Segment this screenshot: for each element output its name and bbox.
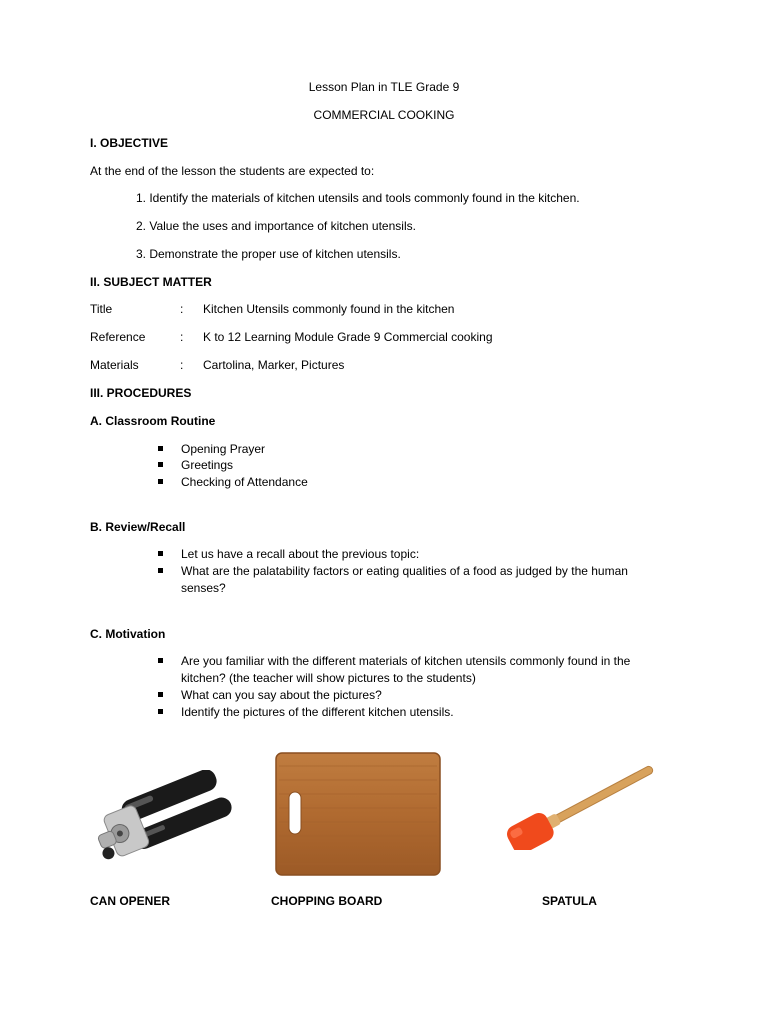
field-colon: : [180, 358, 184, 372]
objective-item: 3. Demonstrate the proper use of kitchen utensils. [136, 247, 401, 261]
list-item-continuation: kitchen? (the teacher will show pictures to the students) [181, 671, 476, 685]
chopping-board-icon [275, 752, 441, 876]
field-value-materials: Cartolina, Marker, Pictures [203, 358, 345, 372]
bullet-icon [158, 446, 163, 451]
page-title: Lesson Plan in TLE Grade 9 [308, 80, 460, 94]
caption-chopping-board: CHOPPING BOARD [271, 894, 383, 908]
list-item: What are the palatability factors or eating qualities of a food as judged by the human [181, 564, 628, 578]
routine-heading: A. Classroom Routine [90, 414, 216, 428]
spatula-icon [500, 765, 665, 850]
objective-item: 1. Identify the materials of kitchen utensils and tools commonly found in the kitchen. [136, 191, 580, 205]
field-label-materials: Materials [90, 358, 139, 372]
procedures-heading: III. PROCEDURES [90, 386, 192, 400]
objective-intro: At the end of the lesson the students are expected to: [90, 164, 375, 178]
bullet-icon [158, 709, 163, 714]
review-heading: B. Review/Recall [90, 520, 186, 534]
bullet-icon [158, 462, 163, 467]
bullet-icon [158, 658, 163, 663]
objective-item: 2. Value the uses and importance of kitchen utensils. [136, 219, 416, 233]
field-colon: : [180, 330, 184, 344]
caption-can-opener: CAN OPENER [90, 894, 171, 908]
motivation-heading: C. Motivation [90, 627, 166, 641]
bullet-icon [158, 692, 163, 697]
list-item: Let us have a recall about the previous topic: [181, 547, 420, 561]
field-value-title: Kitchen Utensils commonly found in the kitchen [203, 302, 455, 316]
page-subtitle: COMMERCIAL COOKING [313, 108, 455, 122]
field-label-title: Title [90, 302, 113, 316]
list-item: Checking of Attendance [181, 475, 308, 489]
can-opener-icon [90, 770, 240, 880]
list-item: Greetings [181, 458, 234, 472]
field-label-reference: Reference [90, 330, 146, 344]
list-item-continuation: senses? [181, 581, 226, 595]
list-item: Identify the pictures of the different kitchen utensils. [181, 705, 454, 719]
list-item: Opening Prayer [181, 442, 266, 456]
bullet-icon [158, 568, 163, 573]
field-value-reference: K to 12 Learning Module Grade 9 Commercial cooking [203, 330, 493, 344]
subject-matter-heading: II. SUBJECT MATTER [90, 275, 212, 289]
field-colon: : [180, 302, 184, 316]
bullet-icon [158, 551, 163, 556]
caption-spatula: SPATULA [542, 894, 597, 908]
list-item: What can you say about the pictures? [181, 688, 382, 702]
bullet-icon [158, 479, 163, 484]
list-item: Are you familiar with the different materials of kitchen utensils commonly found in the [181, 654, 631, 668]
objective-heading: I. OBJECTIVE [90, 136, 169, 150]
